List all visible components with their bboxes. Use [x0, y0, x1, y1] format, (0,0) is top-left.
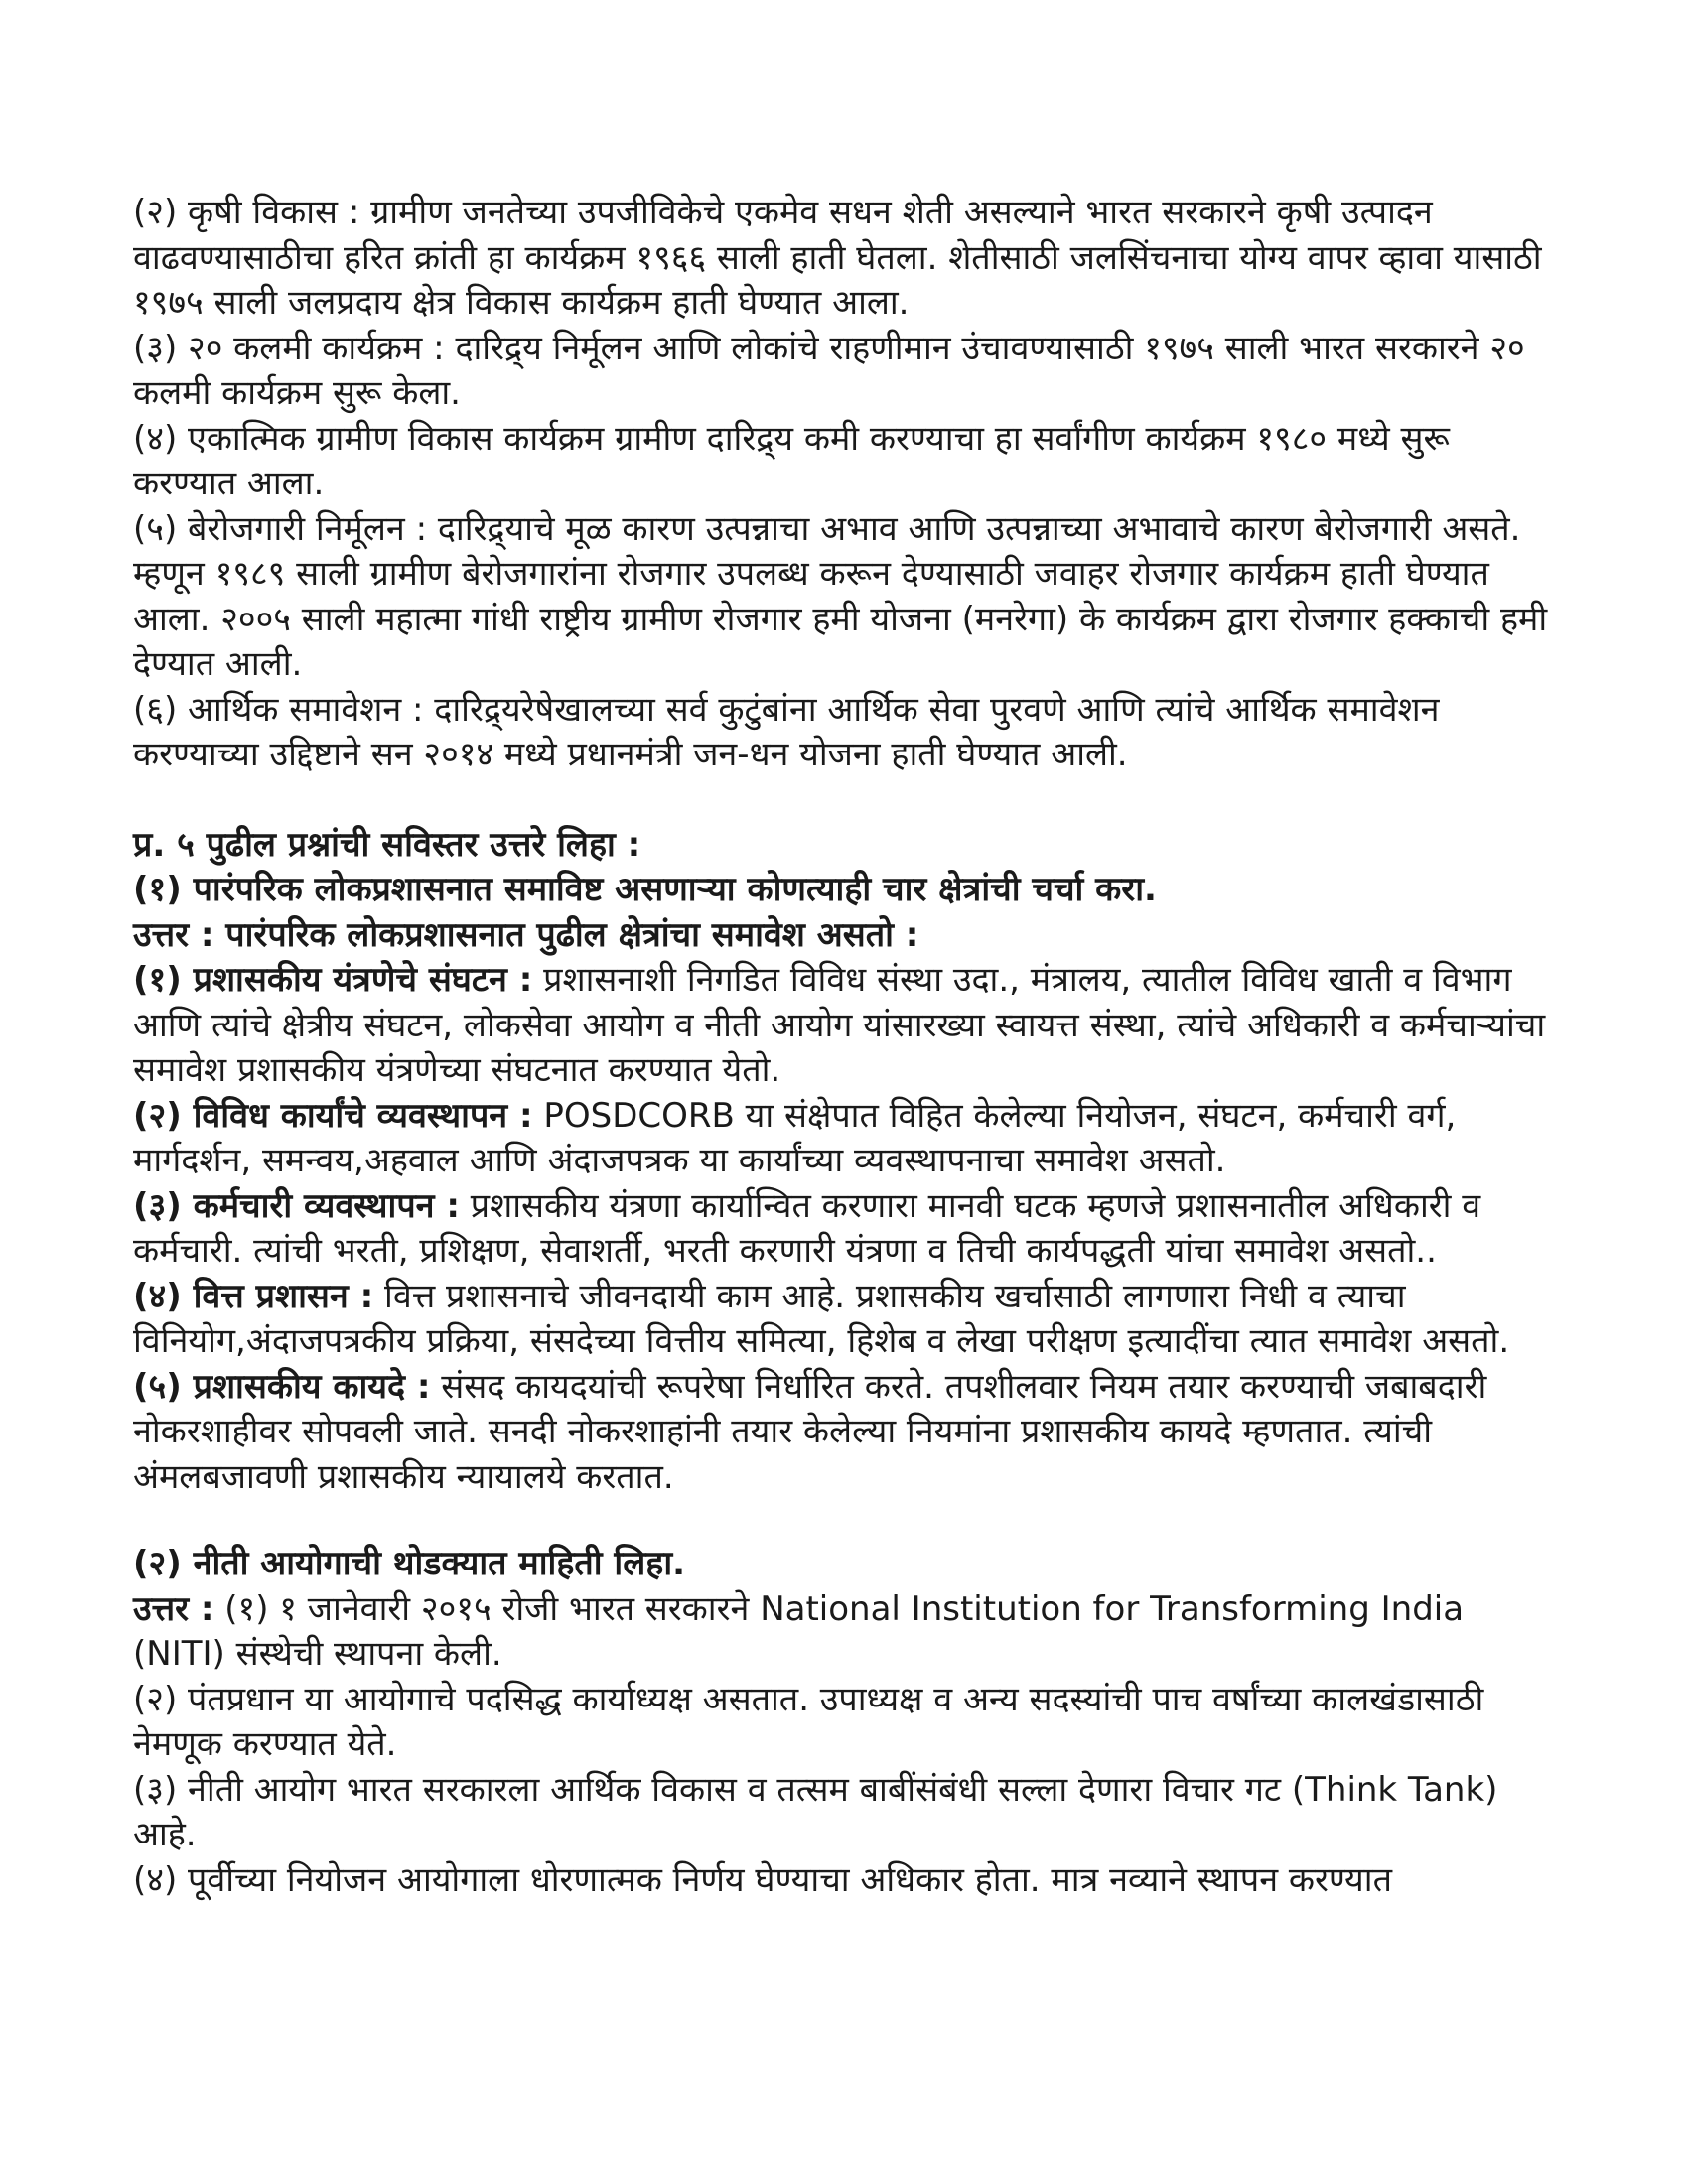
answer-point-2-title: (२) विविध कार्यांचे व्यवस्थापन :: [133, 1095, 533, 1136]
answer-2-point-3: (३) नीती आयोग भारत सरकारला आर्थिक विकास व तत्सम बाबींसंबंधी सल्ला देणारा विचार गट (Think Tank) आहे.: [133, 1769, 1498, 1854]
answer-point-1-text: प्रशासनाशी निगडित विविध संस्था उदा., मंत्रालय, त्यातील विविध खाती व विभाग आणि त्यांचे क्षेत्रीय संघटन, लोकसेवा आयोग व नीती आयोग यांसारख्या स्वायत्त संस्था, त्यांचे अधिकारी व कर्मचाऱ्यांचा समावेश प्रशासकीय यंत्रणेच्या संघटनात करण्यात येतो.: [133, 960, 1546, 1090]
answer-2-point-1: [133, 1587, 1563, 1678]
question-5-subquestion-2: (२) नीती आयोगाची थोडक्यात माहिती लिहा.: [133, 1544, 686, 1583]
answer-point-5-text: संसद कायदयांची रूपरेषा निर्धारित करते. तपशीलवार नियम तयार करण्याची जबाबदारी नोकरशाहीवर सोपवली जाते. सनदी नोकरशाहांनी तयार केलेल्या नियमांना प्रशासकीय कायदे म्हणतात. त्यांची अंमलबजावणी प्रशासकीय न्यायालये करतात.: [133, 1366, 1487, 1497]
intro-paragraph-3: (३) २० कलमी कार्यक्रम : दारिद्र्य निर्मूलन आणि लोकांचे राहणीमान उंचावण्यासाठी १९७५ साली भारत सरकारने २० कलमी कार्यक्रम सुरू केला.: [133, 328, 1525, 413]
answer-2-point-4: (४) पूर्वीच्या नियोजन आयोगाला धोरणात्मक निर्णय घेण्याचा अधिकार होता. मात्र नव्याने स्थापन करण्यात: [133, 1859, 1392, 1900]
answer-point-4: [133, 1275, 1563, 1365]
answer-2-point-1-text: (१) १ जानेवारी २०१५ रोजी भारत सरकारने National Institution for Transforming India (NITI) संस्थेची स्थापना केली.: [133, 1588, 1465, 1674]
intro-paragraph-5: (५) बेरोजगारी निर्मूलन : दारिद्र्याचे मूळ कारण उत्पन्नाचा अभाव आणि उत्पन्नाच्या अभावाचे कारण बेरोजगारी असते. म्हणून १९८९ साली ग्रामीण बेरोजगारांना रोजगार उपलब्ध करून देण्यासाठी जवाहर रोजगार कार्यक्रम हाती घेण्यात आला. २००५ साली महात्मा गांधी राष्ट्रीय ग्रामीण रोजगार हमी योजना (मनरेगा) के कार्यक्रम द्वारा रोजगार हक्काची हमी देण्यात आली.: [133, 508, 1548, 684]
intro-paragraph-4: (४) एकात्मिक ग्रामीण विकास कार्यक्रम ग्रामीण दारिद्र्य कमी करण्याचा हा सर्वांगीण कार्यक्रम १९८० मध्ये सुरू करण्यात आला.: [133, 418, 1450, 503]
answer-1-heading: उत्तर : पारंपरिक लोकप्रशासनात पुढील क्षेत्रांचा समावेश असतो :: [133, 914, 919, 955]
answer-2-point-2: (२) पंतप्रधान या आयोगाचे पदसिद्ध कार्याध्यक्ष असतात. उपाध्यक्ष व अन्य सदस्यांची पाच वर्षांच्या कालखंडासाठी नेमणूक करण्यात येते.: [133, 1679, 1484, 1764]
section-spacer: [133, 1500, 1563, 1542]
answer-point-4-text: वित्त प्रशासनाचे जीवनदायी काम आहे. प्रशासकीय खर्चासाठी लागणारा निधी व त्याचा विनियोग,अंदाजपत्रकीय प्रक्रिया, संसदेच्या वित्तीय समित्या, हिशेब व लेखा परीक्षण इत्यादींचा त्यात समावेश असतो.: [133, 1276, 1510, 1361]
answer-point-2-text: POSDCORB या संक्षेपात विहित केलेल्या नियोजन, संघटन, कर्मचारी वर्ग, मार्गदर्शन, समन्वय,अहवाल आणि अंदाजपत्रक या कार्यांच्या व्यवस्थापनाचा समावेश असतो.: [133, 1095, 1457, 1180]
answer-point-3-text: प्रशासकीय यंत्रणा कार्यान्वित करणारा मानवी घटक म्हणजे प्रशासनातील अधिकारी व कर्मचारी. त्यांची भरती, प्रशिक्षण, सेवाशर्ती, भरती करणारी यंत्रणा व तिची कार्यपद्धती यांचा समावेश असतो..: [133, 1185, 1481, 1271]
answer-point-5: [133, 1365, 1563, 1501]
answer-point-3: [133, 1184, 1563, 1275]
question-5-heading: प्र. ५ पुढील प्रश्नांची सविस्तर उत्तरे लिहा :: [133, 824, 641, 865]
answer-2-label: उत्तर :: [133, 1588, 214, 1629]
answer-point-5-title: (५) प्रशासकीय कायदे :: [133, 1366, 431, 1407]
answer-point-4-title: (४) वित्त प्रशासन :: [133, 1276, 374, 1316]
answer-point-1-title: (१) प्रशासकीय यंत्रणेचे संघटन :: [133, 960, 533, 1000]
answer-point-3-title: (३) कर्मचारी व्यवस्थापन :: [133, 1185, 460, 1226]
document-page: [133, 191, 1563, 1903]
question-5-subquestion-1: (१) पारंपरिक लोकप्रशासनात समाविष्ट असणाऱ्या कोणत्याही चार क्षेत्रांची चर्चा करा.: [133, 870, 1157, 909]
intro-paragraph-6: (६) आर्थिक समावेशन : दारिद्र्यरेषेखालच्या सर्व कुटुंबांना आर्थिक सेवा पुरवणे आणि त्यांचे आर्थिक समावेशन करण्याच्या उद्दिष्टाने सन २०१४ मध्ये प्रधानमंत्री जन-धन योजना हाती घेण्यात आली.: [133, 689, 1440, 774]
answer-point-1: [133, 958, 1563, 1094]
section-spacer: [133, 778, 1563, 823]
answer-point-2: [133, 1094, 1563, 1184]
intro-paragraph-2: (२) कृषी विकास : ग्रामीण जनतेच्या उपजीविकेचे एकमेव सधन शेती असल्याने भारत सरकारने कृषी उत्पादन वाढवण्यासाठीचा हरित क्रांती हा कार्यक्रम १९६६ साली हाती घेतला. शेतीसाठी जलसिंचनाचा योग्य वापर व्हावा यासाठी १९७५ साली जलप्रदाय क्षेत्र विकास कार्यक्रम हाती घेण्यात आला.: [133, 193, 1542, 323]
